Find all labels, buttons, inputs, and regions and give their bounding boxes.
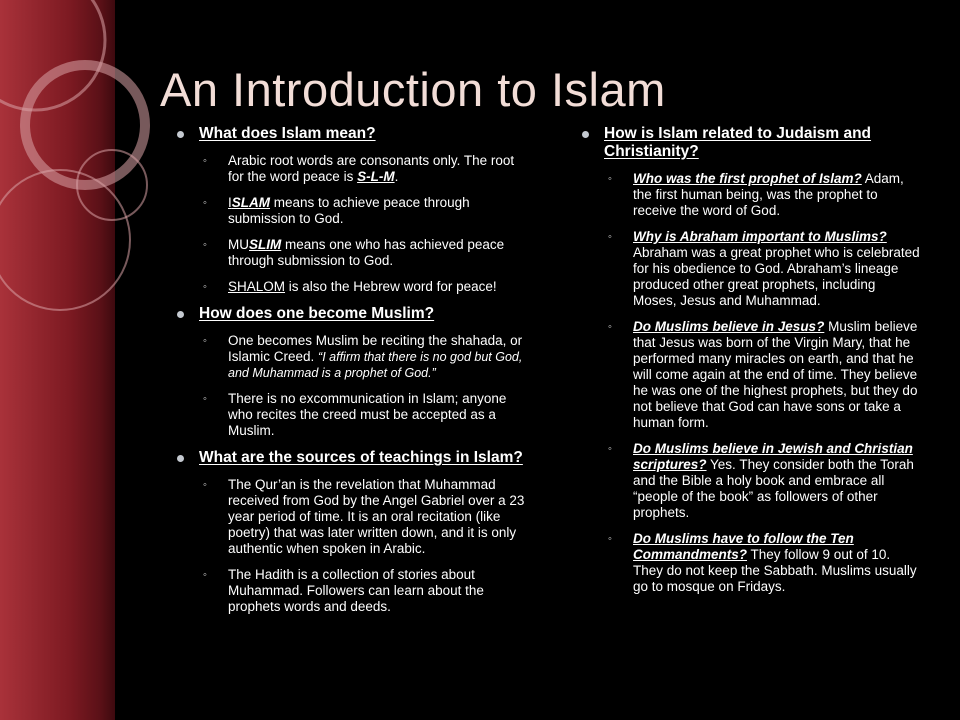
sub-bullet-icon: ◦ [203, 155, 207, 167]
list-item: ◦ Do Muslims believe in Jesus? Muslim believe that Jesus was born of the Virgin Mary, that he performed many miracles on earth, and that he will come again at the end of time. They believe he was one of the highest prophets, but they do not believe that God can have sons or take a human form. [608, 319, 918, 430]
sub-bullet-icon: ◦ [203, 393, 207, 405]
list-item: ◦ The Hadith is a collection of stories about Muhammad. Followers can learn about the prophets words and deeds. [203, 567, 484, 614]
section-heading: What does Islam mean? [177, 125, 532, 143]
sub-bullet-icon: ◦ [203, 479, 207, 491]
section-judaism-christianity [582, 125, 922, 595]
right-column [582, 125, 922, 605]
list-item: ◦ Who was the first prophet of Islam? Adam, the first human being, was the prophet to receive the word of God. [608, 171, 904, 218]
sub-bullet-icon: ◦ [203, 335, 207, 347]
list-item: ◦ Why is Abraham important to Muslims? Abraham was a great prophet who is celebrated for his obedience to God. Abraham’s lineage produced other great prophets, including Moses, Jesus and Muhammad. [608, 229, 920, 308]
bullet-dot-icon [177, 131, 184, 138]
sub-bullet-icon: ◦ [608, 321, 612, 333]
list-item: ◦ ISLAM means to achieve peace through submission to God. [203, 195, 470, 226]
bullet-dot-icon [177, 311, 184, 318]
section-heading: What are the sources of teachings in Islam? [177, 449, 532, 467]
slide-title: An Introduction to Islam [160, 63, 666, 116]
list-item: ◦ Do Muslims believe in Jewish and Christian scriptures? Yes. They consider both the Torah and the Bible a holy book and embrace all “people of the book” as followers of other prophets. [608, 441, 914, 520]
left-column [177, 125, 532, 625]
bullet-dot-icon [582, 131, 589, 138]
list-item: ◦ SHALOM is also the Hebrew word for peace! [203, 279, 497, 294]
list-item: ◦ Do Muslims have to follow the Ten Commandments? They follow 9 out of 10. They do not keep the Sabbath. Muslims usually go to mosque on Fridays. [608, 531, 917, 594]
section-islam-meaning [177, 125, 532, 295]
sub-bullet-icon: ◦ [203, 569, 207, 581]
list-item: ◦ One becomes Muslim be reciting the shahada, or Islamic Creed. “I affirm that there is no god but God, and Muhammad is a prophet of God.” [203, 333, 523, 380]
section-sources [177, 449, 532, 615]
sub-bullet-icon: ◦ [203, 239, 207, 251]
list-item: ◦ MUSLIM means one who has achieved peace through submission to God. [203, 237, 505, 268]
list-item: ◦ There is no excommunication in Islam; anyone who recites the creed must be accepted as a Muslim. [203, 391, 507, 438]
sub-bullet-icon: ◦ [203, 197, 207, 209]
section-heading: How is Islam related to Judaism and Christianity? [582, 125, 922, 161]
sub-bullet-icon: ◦ [203, 281, 207, 293]
sub-bullet-icon: ◦ [608, 443, 612, 455]
bullet-dot-icon [177, 455, 184, 462]
sub-bullet-icon: ◦ [608, 231, 612, 243]
section-become-muslim [177, 305, 532, 439]
list-item: ◦ Arabic root words are consonants only. The root for the word peace is S-L-M. [203, 153, 515, 184]
section-heading: How does one become Muslim? [177, 305, 532, 323]
sub-bullet-icon: ◦ [608, 173, 612, 185]
list-item: ◦ The Qur’an is the revelation that Muhammad received from God by the Angel Gabriel over a 23 year period of time. It is an oral recitation (like poetry) that was later written down, and it is only authentic when spoken in Arabic. [203, 477, 525, 556]
sub-bullet-icon: ◦ [608, 533, 612, 545]
